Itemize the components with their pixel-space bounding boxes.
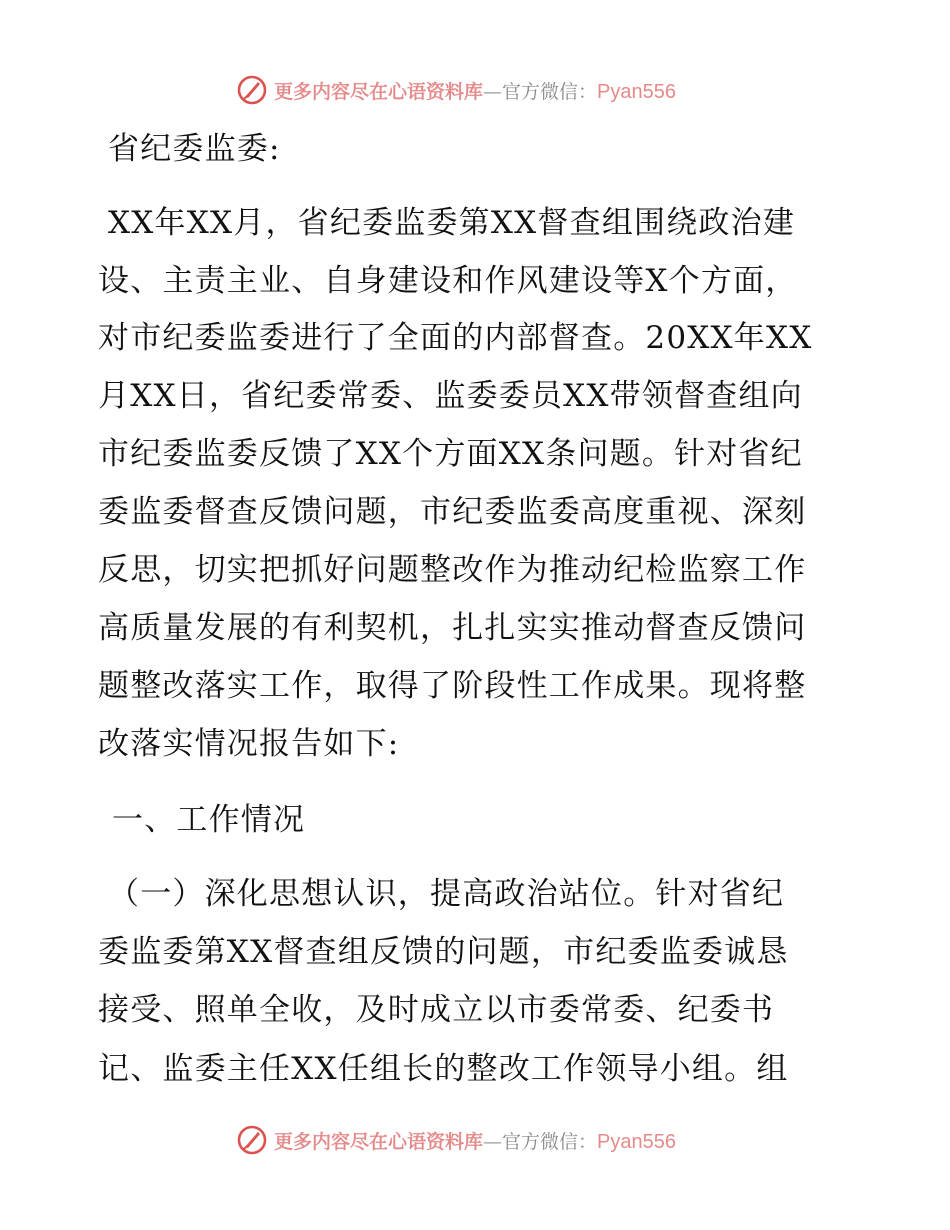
watermark-wechat-id: Pyan556 (597, 1130, 676, 1153)
quill-circle-logo-icon (236, 1124, 268, 1156)
paragraph1-line: 高质量发展的有利契机，扎扎实实推动督查反馈问 (98, 610, 807, 646)
paragraph2-line: 委监委第XX督查组反馈的问题，市纪委监委诚恳 (98, 934, 789, 970)
paragraph1-line: 对市纪委监委进行了全面的内部督查。20XX年XX (98, 320, 813, 356)
header-watermark (236, 70, 676, 110)
footer-watermark (236, 1120, 676, 1160)
paragraph2-line: （一）深化思想认识，提高政治站位。针对省纪 (108, 876, 785, 912)
watermark-text (274, 1127, 676, 1154)
section-heading: 一、工作情况 (112, 802, 306, 838)
watermark-brand: 更多内容尽在心语资料库 (274, 1130, 484, 1153)
paragraph2-line: 接受、照单全收，及时成立以市委常委、纪委书 (98, 992, 775, 1028)
salutation: 省纪委监委: (108, 131, 281, 167)
paragraph1-line: 题整改落实工作，取得了阶段性工作成果。现将整 (98, 668, 807, 704)
paragraph1-line: 月XX日，省纪委常委、监委委员XX带领督查组向 (98, 378, 803, 414)
paragraph1-line: XX年XX月，省纪委监委第XX督查组围绕政治建 (108, 205, 796, 241)
paragraph1-line: 委监委督查反馈问题，市纪委监委高度重视、深刻 (98, 494, 807, 530)
watermark-dash: — (483, 1130, 503, 1153)
watermark-official: 官方微信： (502, 1130, 598, 1153)
paragraph1-line: 反思，切实把抓好问题整改作为推动纪检监察工作 (98, 552, 807, 588)
watermark-dash: — (483, 80, 503, 103)
watermark-brand: 更多内容尽在心语资料库 (274, 80, 484, 103)
paragraph1-line: 市纪委监委反馈了XX个方面XX条问题。针对省纪 (98, 436, 803, 472)
watermark-wechat-id: Pyan556 (597, 80, 676, 103)
watermark-text (274, 77, 676, 104)
paragraph2-line: 记、监委主任XX任组长的整改工作领导小组。组 (98, 1051, 789, 1087)
paragraph1-line: 设、主责主业、自身建设和作风建设等X个方面， (98, 263, 798, 299)
watermark-official: 官方微信： (502, 80, 598, 103)
quill-circle-logo-icon (236, 74, 268, 106)
paragraph1-line: 改落实情况报告如下: (98, 726, 400, 762)
